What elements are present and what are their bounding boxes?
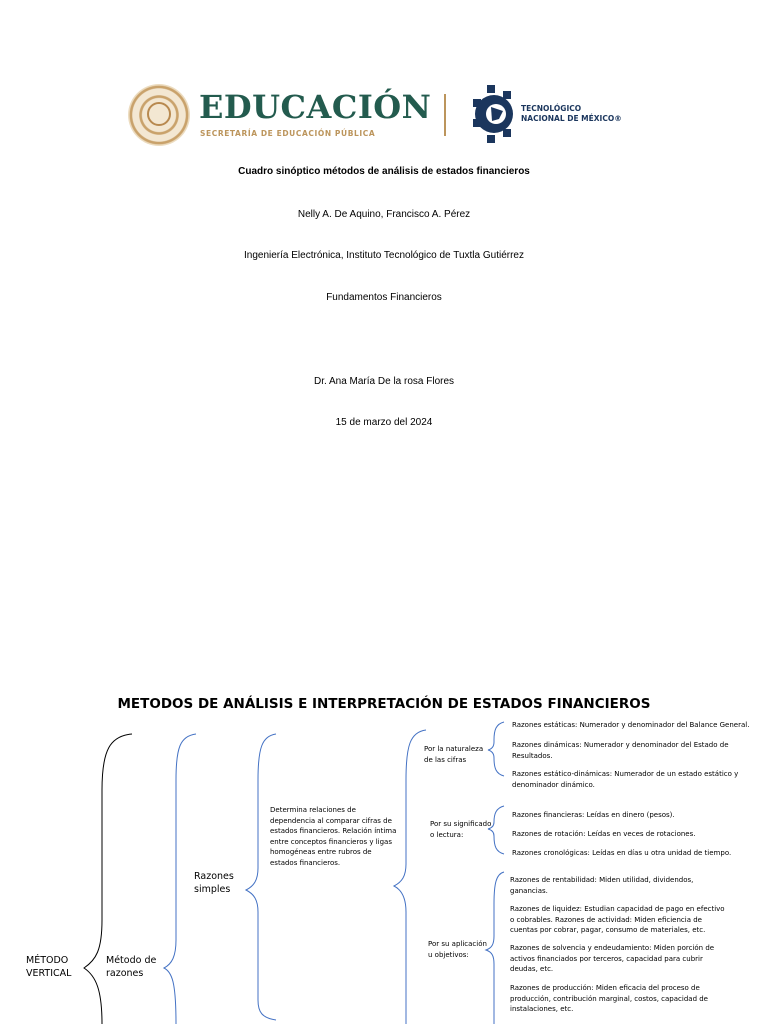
group1-item: Razones dinámicas: Numerador y denominador del Estado de Resultados.	[512, 741, 729, 760]
group1-brace	[488, 722, 504, 776]
group2-item: Razones cronológicas: Leídas en días u otra unidad de tiempo.	[512, 849, 732, 857]
groups-brace	[394, 730, 426, 1024]
diagram-title: METODOS DE ANÁLISIS E INTERPRETACIÓN DE ESTADOS FINANCIEROS	[117, 696, 651, 712]
description-node: Determina relaciones de dependencia al comparar cifras de estados financieros. Relación íntima entre conceptos financieros y ligas homogéneas entre rubros de estados financieros.	[270, 806, 397, 867]
group2-item: Razones financieras: Leídas en dinero (pesos).	[512, 811, 675, 819]
cover-authors: Nelly A. De Aquino, Francisco A. Pérez	[297, 209, 471, 220]
level2-node: Razones simples	[194, 871, 234, 895]
tecnm-line1: TECNOLÓGICO	[521, 104, 582, 113]
root-node: MÉTODO VERTICAL	[26, 955, 72, 979]
group3-item: Razones de liquidez: Estudian capacidad de pago en efectivo o cobrables. Razones de actividad: Miden eficiencia de cuentas por cobrar, pagar, consumo de materiales, etc.	[510, 905, 725, 934]
cover-institution: Ingeniería Electrónica, Instituto Tecnológico de Tuxtla Gutiérrez	[244, 250, 524, 261]
cover-course: Fundamentos Financieros	[326, 292, 442, 303]
root-brace	[84, 734, 132, 1024]
group3-label: Por su aplicación u objetivos:	[428, 940, 487, 959]
cover-professor: Dr. Ana María De la rosa Flores	[313, 376, 455, 387]
level1-brace	[164, 734, 196, 1024]
group1-item: Razones estático-dinámicas: Numerador de un estado estático y denominador dinámico.	[512, 770, 739, 789]
group1-label: Por la naturaleza de las cifras	[424, 745, 484, 764]
level2-brace	[246, 734, 276, 1020]
group2-item: Razones de rotación: Leídas en veces de rotaciones.	[512, 830, 696, 838]
cover-title: Cuadro sinóptico métodos de análisis de estados financieros	[238, 166, 530, 177]
group3-item: Razones de solvencia y endeudamiento: Miden porción de activos financiados por terceros, capacidad para cubrir deudas, etc.	[510, 944, 715, 973]
tecnm-line2: NACIONAL DE MÉXICO®	[521, 114, 622, 123]
group3-item: Razones de rentabilidad: Miden utilidad, dividendos, ganancias.	[510, 876, 694, 895]
education-wordmark: EDUCACIÓN	[199, 88, 432, 126]
education-subtitle: SECRETARÍA DE EDUCACIÓN PÚBLICA	[200, 129, 376, 138]
level1-node: Método de razones	[106, 955, 157, 979]
group2-label: Por su significado o lectura:	[430, 820, 492, 839]
group3-item: Razones de producción: Miden eficacia del proceso de producción, contribución marginal, costos, capacidad de instalaciones, etc.	[510, 984, 708, 1013]
group1-item: Razones estáticas: Numerador y denominador del Balance General.	[512, 721, 750, 729]
cover-date: 15 de marzo del 2024	[335, 417, 433, 428]
